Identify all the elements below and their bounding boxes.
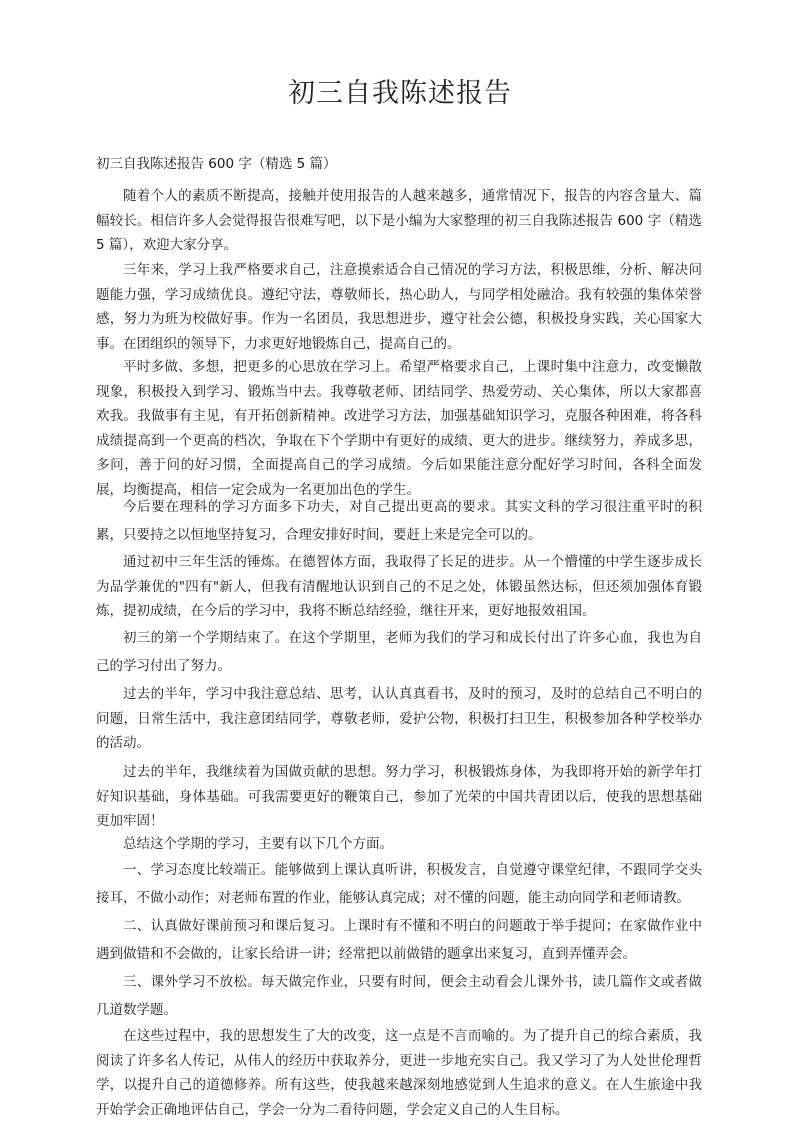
paragraph: 过去的半年，我继续着为国做贡献的思想。努力学习，积极锻炼身体，为我即将开始的新学年打好知识基础，身体基础。可我需要更好的鞭策自己，参加了光荣的中国共青团以后，使我的思想基础更加牢固！ [96,764,702,829]
paragraph: 一、学习态度比较端正。能够做到上课认真听讲，积极发言，自觉遵守课堂纪律，不跟同学交头接耳，不做小动作；对老师布置的作业，能够认真完成；对不懂的问题，能主动向同学和老师请教。 [96,862,702,906]
paragraph: 今后要在理科的学习方面多下功夫，对自己提出更高的要求。其实文科的学习很注重平时的积累，只要持之以恒地坚持复习，合理安排好时间，要赶上来是完全可以的。 [96,499,702,543]
paragraph: 二、认真做好课前预习和课后复习。上课时有不懂和不明白的问题敢于举手提问；在家做作业中遇到做错和不会做的，让家长给讲一讲；经常把以前做错的题拿出来复习，直到弄懂弄会。 [96,918,702,962]
paragraph: 通过初中三年生活的锤炼。在德智体方面，我取得了长足的进步。从一个懵懂的中学生逐步成长为品学兼优的"四有"新人，但我有清醒地认识到自己的不足之处，体锻虽然达标，但还须加强体育锻炼，提初成绩，在今后的学习中，我将不断总结经验，继往开来，更好地报效祖国。 [96,554,702,619]
paragraph: 随着个人的素质不断提高，接触并使用报告的人越来越多，通常情况下，报告的内容含量大、篇幅较长。相信许多人会觉得报告很难写吧，以下是小编为大家整理的初三自我陈述报告 600 字（精选 5 篇），欢迎大家分享。 [96,188,702,253]
paragraph: 平时多做、多想，把更多的心思放在学习上。希望严格要求自己，上课时集中注意力，改变懒散现象，积极投入到学习、锻炼当中去。我尊敬老师、团结同学、热爱劳动、关心集体，所以大家都喜欢我。我做事有主见，有开拓创新精神。改进学习方法，加强基础知识学习，克服各种困难，将各科成绩提高到一个更高的档次，争取在下个学期中有更好的成绩、更大的进步。继续努力，养成多思，多问，善于问的好习惯，全面提高自己的学习成绩。今后如果能注意分配好学习时间，各科全面发展，均衡提高，相信一定会成为一名更加出色的学生。 [96,359,702,498]
document-title: 初三自我陈述报告 [288,78,512,109]
paragraph: 在这些过程中，我的思想发生了大的改变，这一点是不言而喻的。为了提升自己的综合素质，我阅读了许多名人传记，从伟人的经历中获取养分，更进一步地充实自己。我又学习了为人处世伦理哲学，以提升自己的道德修养。所有这些，使我越来越深刻地感觉到人生追求的意义。在人生旅途中我开始学会正确地评估自己，学会一分为二看待问题，学会定义自己的人生目标。 [96,1028,702,1118]
paragraph: 过去的半年，学习中我注意总结、思考，认认真真看书，及时的预习，及时的总结自己不明白的问题，日常生活中，我注意团结同学，尊敬老师，爱护公物，积极打扫卫生，积极参加各种学校举办的活动。 [96,686,702,751]
paragraph: 三年来，学习上我严格要求自己，注意摸索适合自己情况的学习方法，积极思维，分析、解决问题能力强，学习成绩优良。遵纪守法，尊敬师长，热心助人，与同学相处融洽。我有较强的集体荣誉感，努力为班为校做好事。作为一名团员，我思想进步，遵守社会公德，积极投身实践，关心国家大事。在团组织的领导下，力求更好地锻炼自己，提高自己的。 [96,262,702,352]
paragraph: 三、课外学习不放松。每天做完作业，只要有时间，便会主动看会儿课外书，读几篇作文或者做几道数学题。 [96,974,702,1018]
paragraph: 总结这个学期的学习，主要有以下几个方面。 [123,836,393,852]
paragraph: 初三的第一个学期结束了。在这个学期里，老师为我们的学习和成长付出了许多心血，我也为自己的学习付出了努力。 [96,630,702,674]
document-subtitle: 初三自我陈述报告 600 字（精选 5 篇） [96,156,337,172]
